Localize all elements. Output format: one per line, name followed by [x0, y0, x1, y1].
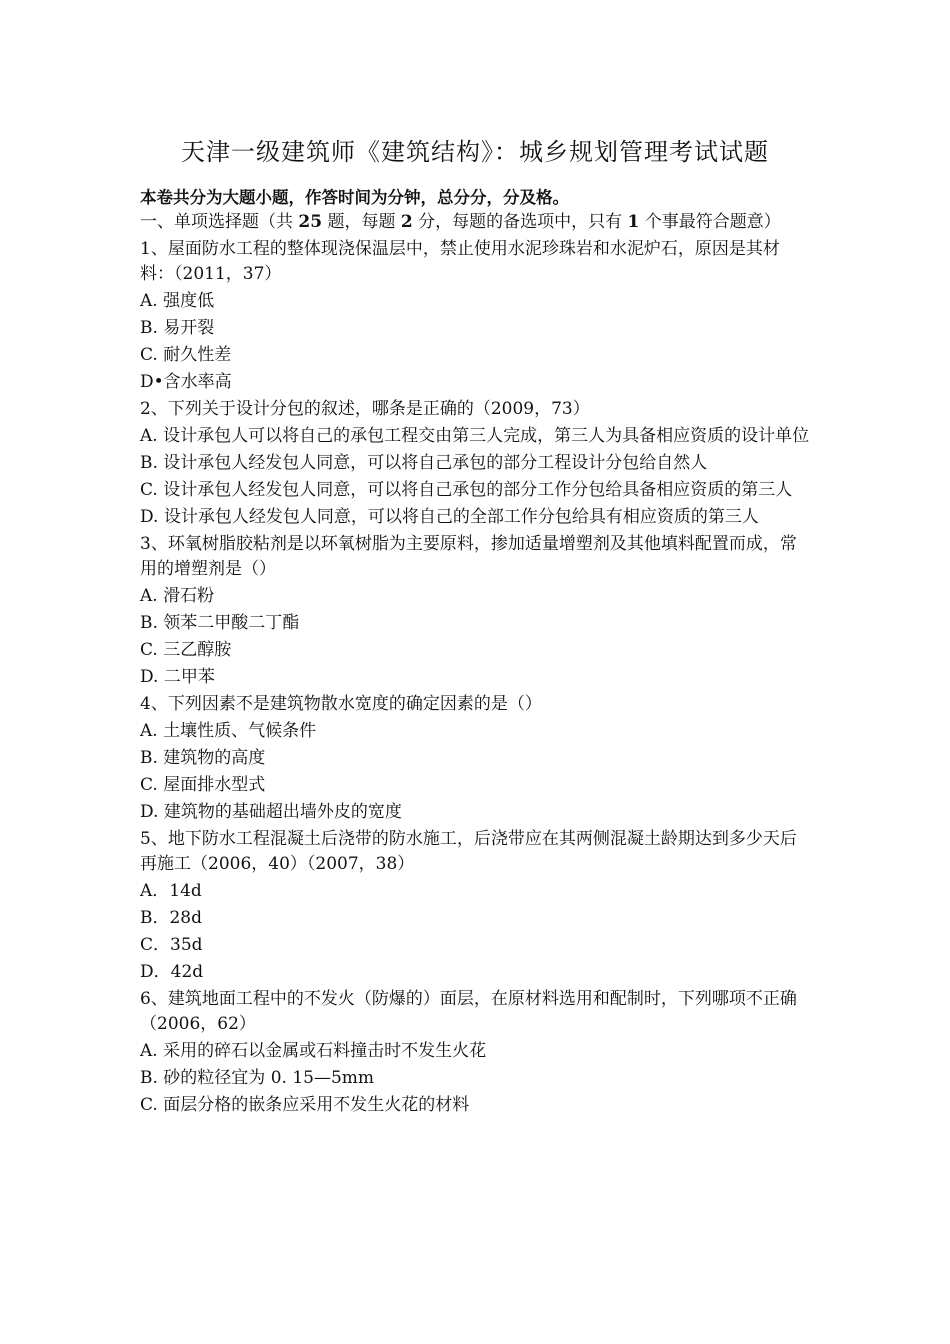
- question-option: A. 强度低: [140, 291, 215, 311]
- question-option: C. 耐久性差: [140, 345, 232, 365]
- question-stem: 4、下列因素不是建筑物散水宽度的确定因素的是（）: [140, 694, 542, 714]
- correct-count: 1: [627, 212, 640, 232]
- question-option: A．14d: [140, 881, 202, 901]
- question-option: A. 采用的碎石以金属或石料撞击时不发生火花: [140, 1041, 487, 1061]
- section-mid2: 分，每题的备选项中，只有: [412, 212, 628, 232]
- question-option: C. 屋面排水型式: [140, 775, 266, 795]
- question-option: C. 三乙醇胺: [140, 640, 232, 660]
- question-option: D•含水率高: [140, 372, 232, 392]
- question-option: B．28d: [140, 908, 203, 928]
- question-option: D．42d: [140, 962, 204, 982]
- section-prefix: 一、单项选择题（共: [140, 212, 299, 232]
- question-option: C. 面层分格的嵌条应采用不发生火花的材料: [140, 1095, 470, 1115]
- question-option: B. 易开裂: [140, 318, 215, 338]
- question-stem: 6、建筑地面工程中的不发火（防爆的）面层，在原材料选用和配制时，下列哪项不正确（2006，62）: [140, 989, 797, 1034]
- question-option: D. 二甲苯: [140, 667, 215, 687]
- question-option: A. 设计承包人可以将自己的承包工程交由第三人完成，第三人为具备相应资质的设计单位: [140, 426, 810, 446]
- question-option: B. 设计承包人经发包人同意，可以将自己承包的部分工程设计分包给自然人: [140, 453, 708, 473]
- document-page: [140, 136, 810, 1118]
- document-title: 天津一级建筑师《建筑结构》：城乡规划管理考试试题: [181, 138, 769, 166]
- question-option: B. 建筑物的高度: [140, 748, 266, 768]
- section-mid1: 题，每题: [322, 212, 401, 232]
- exam-intro: 本卷共分为大题小题，作答时间为分钟，总分分，分及格。: [140, 188, 569, 207]
- question-option: B. 砂的粒径宜为 0. 15—5mm: [140, 1068, 375, 1088]
- section-suffix: 个事最符合题意）: [639, 212, 781, 232]
- question-option: D. 设计承包人经发包人同意，可以将自己的全部工作分包给具有相应资质的第三人: [140, 507, 759, 527]
- question-option: C. 设计承包人经发包人同意，可以将自己承包的部分工作分包给具备相应资质的第三人: [140, 480, 793, 500]
- question-option: B. 领苯二甲酸二丁酯: [140, 613, 300, 633]
- question-option: A. 土壤性质、气候条件: [140, 721, 317, 741]
- section-heading: [140, 210, 810, 235]
- question-count: 25: [298, 212, 323, 232]
- question-stem: 5、地下防水工程混凝土后浇带的防水施工，后浇带应在其两侧混凝土龄期达到多少天后再施工（2006，40）（2007，38）: [140, 829, 797, 874]
- question-option: C．35d: [140, 935, 203, 955]
- question-score: 2: [400, 212, 413, 232]
- question-stem: 2、下列关于设计分包的叙述，哪条是正确的（2009，73）: [140, 399, 590, 419]
- question-option: A. 滑石粉: [140, 586, 215, 606]
- question-option: D. 建筑物的基础超出墙外皮的宽度: [140, 802, 402, 822]
- question-stem: 1、屋面防水工程的整体现浇保温层中，禁止使用水泥珍珠岩和水泥炉石，原因是其材料：（2011，37）: [140, 239, 780, 284]
- question-stem: 3、环氧树脂胶粘剂是以环氧树脂为主要原料，掺加适量增塑剂及其他填料配置而成，常用的增塑剂是（）: [140, 534, 797, 579]
